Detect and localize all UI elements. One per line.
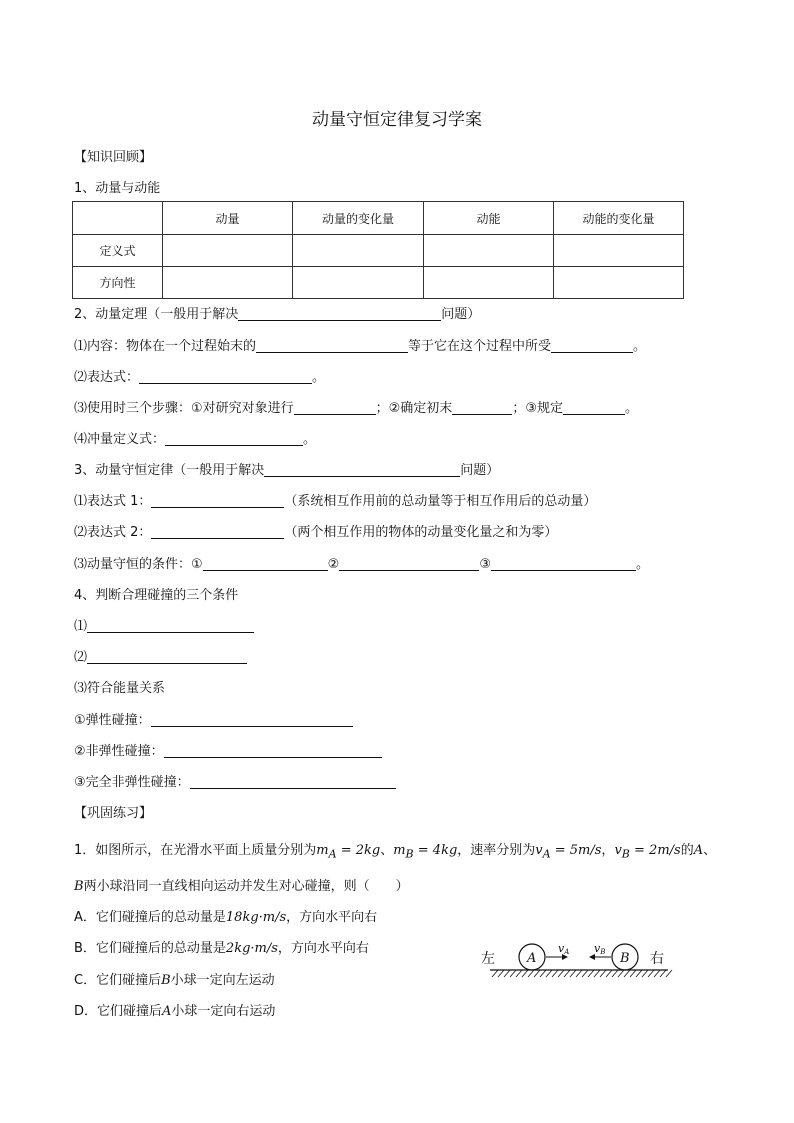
- option-value: 2kg·m/s: [225, 941, 278, 956]
- s3-line-1: [74, 490, 596, 509]
- answer-blank[interactable]: [563, 400, 625, 415]
- s3-l1-note: （系统相互作用前的总动量等于相互作用后的总动量）: [284, 494, 597, 509]
- answer-blank[interactable]: [151, 524, 284, 539]
- option-text: 小球一定向左运动: [170, 973, 275, 988]
- value-vB: = 2m/s: [629, 843, 681, 858]
- table-cell: [163, 235, 293, 267]
- s2-l4-end: 。: [303, 432, 317, 447]
- s3-l3-end: 。: [635, 557, 649, 572]
- velocity-a-subscript: A: [564, 948, 570, 956]
- hatch-line: [498, 970, 504, 977]
- table-header-kinetic-energy-change: 动能的变化量: [554, 202, 684, 235]
- option-text: B．它们碰撞后的总动量是: [74, 941, 226, 956]
- table-cell: [293, 267, 424, 299]
- value-vA: = 5m/s: [550, 843, 602, 858]
- table-cell: [424, 235, 554, 267]
- s3-line-2: [74, 521, 557, 540]
- section-practice-heading: 【巩固练习】: [74, 806, 153, 821]
- hatch-line: [582, 970, 588, 977]
- q1-option-b[interactable]: [74, 937, 369, 956]
- s3-line-3: [74, 553, 649, 572]
- answer-blank[interactable]: [151, 712, 353, 727]
- s2-l3-end: 。: [624, 401, 638, 416]
- q1-text: 的: [680, 843, 694, 858]
- q1-stem-line-1: [74, 839, 716, 861]
- s4-line-2: [74, 646, 247, 665]
- hatch-line: [666, 970, 672, 977]
- hatch-line: [546, 970, 552, 977]
- table-header-row: [73, 202, 684, 235]
- hatch-line: [660, 970, 666, 977]
- option-text: D．它们碰撞后: [74, 1004, 163, 1019]
- answer-blank[interactable]: [164, 743, 382, 758]
- answer-blank[interactable]: [294, 400, 376, 415]
- table-header-momentum-change: 动量的变化量: [293, 202, 424, 235]
- s4-elastic: [74, 709, 353, 728]
- var-m: m: [393, 843, 406, 858]
- s3-heading: [74, 459, 499, 478]
- option-text: ，方向水平向右: [277, 941, 369, 956]
- s4-l1-label: ⑴: [74, 619, 88, 634]
- velocity-b-subscript: B: [600, 948, 606, 956]
- s4-heading: 4、判断合理碰撞的三个条件: [74, 588, 239, 603]
- ball-a-label: A: [527, 951, 537, 966]
- table-cell: [293, 235, 424, 267]
- answer-blank[interactable]: [256, 338, 408, 353]
- q1-option-d[interactable]: [74, 1000, 275, 1019]
- q1-text: 1．如图所示，在光滑水平面上质量分别为: [74, 843, 317, 858]
- velocity-b-symbol: v: [594, 942, 601, 955]
- var-subscript: B: [621, 847, 630, 861]
- s2-l3-mid1: ；②确定初末: [375, 401, 453, 416]
- option-text: ，方向水平向右: [286, 910, 378, 925]
- table-header-kinetic-energy: 动能: [424, 202, 554, 235]
- var-A: A: [693, 843, 704, 858]
- s3-l3-c3: ③: [479, 557, 491, 572]
- answer-blank[interactable]: [87, 649, 247, 664]
- answer-blank[interactable]: [551, 338, 633, 353]
- table-row: [73, 235, 684, 267]
- answer-blank[interactable]: [151, 493, 284, 508]
- hatch-line: [588, 970, 594, 977]
- hatch-line: [504, 970, 510, 977]
- section-review-heading: 【知识回顾】: [74, 150, 153, 165]
- q1-stem-line-2: [74, 875, 409, 894]
- hatch-line: [516, 970, 522, 977]
- s2-line-2: [74, 366, 325, 385]
- separator: 、: [380, 843, 394, 858]
- hatch-line: [612, 970, 618, 977]
- s3-heading-suffix: 问题）: [460, 463, 500, 478]
- s4-line-1: [74, 615, 254, 634]
- s2-l4-text: ⑷冲量定义式：: [74, 432, 166, 447]
- hatch-line: [648, 970, 654, 977]
- var-A: A: [162, 1004, 172, 1019]
- s4-perfectly-inelastic: [74, 771, 396, 790]
- separator: ，: [601, 843, 615, 858]
- s4-e3-label: ③完全非弹性碰撞：: [74, 775, 190, 790]
- var-m: m: [316, 843, 329, 858]
- table-corner-cell: [73, 202, 163, 235]
- var-B: B: [161, 973, 171, 988]
- s4-line-3: ⑶符合能量关系: [74, 681, 166, 696]
- row-label-definition: 定义式: [73, 235, 163, 267]
- answer-blank[interactable]: [264, 462, 460, 477]
- s2-heading-text: 2、动量定理（一般用于解决: [74, 307, 239, 322]
- hatch-line: [576, 970, 582, 977]
- q1-text: 、: [703, 843, 717, 858]
- answer-blank[interactable]: [452, 400, 512, 415]
- var-v: v: [614, 843, 622, 858]
- hatch-line: [636, 970, 642, 977]
- value-mA: = 2kg: [336, 843, 381, 858]
- answer-blank[interactable]: [165, 431, 303, 446]
- velocity-a-symbol: v: [558, 942, 565, 955]
- momentum-energy-table: [72, 201, 684, 299]
- s2-line-1: [74, 335, 646, 354]
- table-header-momentum: 动量: [163, 202, 293, 235]
- s2-heading: [74, 303, 480, 322]
- hatch-line: [630, 970, 636, 977]
- s2-l2-end: 。: [312, 370, 326, 385]
- var-subscript: A: [328, 847, 337, 861]
- table-cell: [554, 235, 684, 267]
- hatch-line: [528, 970, 534, 977]
- s4-inelastic: [74, 740, 382, 759]
- hatch-line: [618, 970, 624, 977]
- velocity-b-label: [594, 942, 605, 956]
- hatch-line: [540, 970, 546, 977]
- s3-heading-text: 3、动量守恒定律（一般用于解决: [74, 463, 265, 478]
- s4-l2-label: ⑵: [74, 650, 88, 665]
- var-v: v: [535, 843, 543, 858]
- q1-text: ，速率分别为: [457, 843, 536, 858]
- hatch-line: [552, 970, 558, 977]
- s3-l1-text: ⑴表达式 1：: [74, 494, 152, 509]
- option-text: C．它们碰撞后: [74, 973, 162, 988]
- table-cell: [424, 267, 554, 299]
- var-B: B: [74, 879, 84, 894]
- hatch-line: [594, 970, 600, 977]
- answer-blank[interactable]: [491, 556, 636, 571]
- row-label-direction: 方向性: [73, 267, 163, 299]
- s2-l3-text: ⑶使用时三个步骤：①对研究对象进行: [74, 401, 294, 416]
- label-right: 右: [650, 951, 664, 967]
- answer-blank[interactable]: [238, 306, 441, 321]
- table-row: [73, 267, 684, 299]
- table-cell: [554, 267, 684, 299]
- answer-blank[interactable]: [190, 774, 396, 789]
- page-title: 动量守恒定律复习学案: [312, 110, 482, 130]
- answer-blank[interactable]: [87, 618, 254, 633]
- hatch-line: [570, 970, 576, 977]
- s1-heading: 1、动量与动能: [74, 181, 161, 196]
- hatch-line: [600, 970, 606, 977]
- hatch-line: [654, 970, 660, 977]
- hatch-line: [558, 970, 564, 977]
- var-subscript: B: [405, 847, 414, 861]
- s4-e2-label: ②非弹性碰撞：: [74, 744, 164, 759]
- hatch-line: [534, 970, 540, 977]
- s3-l2-note: （两个相互作用的物体的动量变化量之和为零）: [284, 525, 558, 540]
- collision-figure: [470, 930, 680, 986]
- answer-blank[interactable]: [203, 556, 328, 571]
- s2-l3-mid2: ；③规定: [512, 401, 563, 416]
- ball-b-label: B: [620, 951, 630, 966]
- q1-option-c[interactable]: [74, 969, 275, 988]
- hatch-line: [492, 970, 498, 977]
- q1-option-a[interactable]: [74, 906, 377, 925]
- hatch-line: [564, 970, 570, 977]
- option-text: A．它们碰撞后的总动量是: [74, 910, 226, 925]
- s3-l3-text: ⑶动量守恒的条件：①: [74, 557, 203, 572]
- s3-l3-c2: ②: [327, 557, 340, 572]
- ground-hatching: [492, 970, 672, 977]
- hatch-line: [522, 970, 528, 977]
- velocity-a-label: [558, 942, 569, 956]
- option-text: 小球一定向右运动: [171, 1004, 276, 1019]
- q1-text: 两小球沿同一直线相向运动并发生对心碰撞，则（ ）: [83, 879, 409, 894]
- hatch-line: [642, 970, 648, 977]
- hatch-line: [624, 970, 630, 977]
- var-subscript: A: [542, 847, 551, 861]
- answer-blank[interactable]: [139, 369, 312, 384]
- s2-l1-mid: 等于它在这个过程中所受: [408, 339, 552, 354]
- s2-l2-text: ⑵表达式：: [74, 370, 140, 385]
- hatch-line: [510, 970, 516, 977]
- value-mB: = 4kg: [413, 843, 458, 858]
- s2-l1-text: ⑴内容：物体在一个过程始末的: [74, 339, 257, 354]
- s2-line-4: [74, 428, 316, 447]
- table-cell: [163, 267, 293, 299]
- label-left: 左: [481, 951, 495, 967]
- s4-e1-label: ①弹性碰撞：: [74, 713, 151, 728]
- hatch-line: [606, 970, 612, 977]
- s2-heading-suffix: 问题）: [441, 307, 481, 322]
- option-value: 18kg·m/s: [225, 910, 287, 925]
- answer-blank[interactable]: [339, 556, 479, 571]
- s2-l1-end: 。: [633, 339, 647, 354]
- s2-line-3: [74, 397, 638, 416]
- s3-l2-text: ⑵表达式 2：: [74, 525, 152, 540]
